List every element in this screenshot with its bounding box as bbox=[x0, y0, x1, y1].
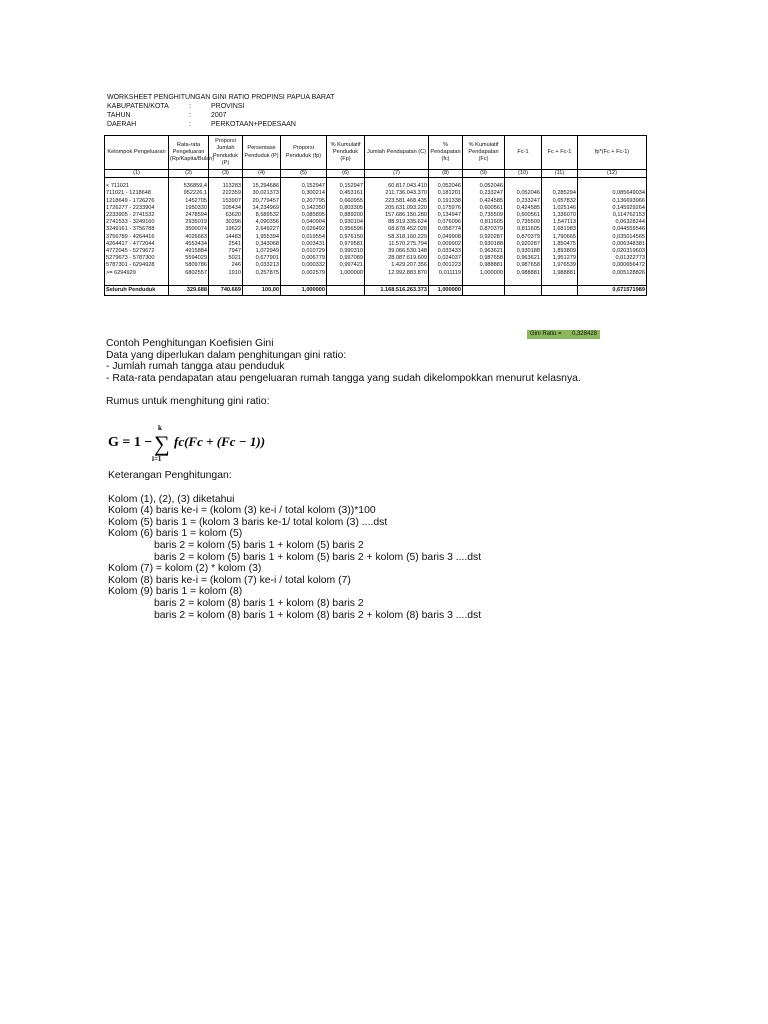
table-cell: 0,987658 bbox=[505, 262, 542, 269]
table-cell: 0,677901 bbox=[243, 255, 281, 262]
table-cell: 5021 bbox=[209, 255, 243, 262]
meta-value: 2007 bbox=[211, 112, 227, 119]
table-cell: 1,955394 bbox=[243, 234, 281, 241]
table-cell: 0,988881 bbox=[463, 262, 505, 269]
table-cell: 1,336070 bbox=[542, 212, 578, 219]
table-row bbox=[105, 241, 647, 248]
table-cell: 0,003431 bbox=[281, 241, 327, 248]
table-cell: 0,033433 bbox=[429, 248, 463, 255]
table-cell: 0,811605 bbox=[505, 226, 542, 233]
total-cell: 100,00 bbox=[243, 285, 281, 295]
table-cell: 0,002579 bbox=[281, 270, 327, 277]
keterangan-line: Kolom (6) baris 1 = kolom (5) bbox=[108, 528, 243, 540]
table-cell: 0,175976 bbox=[429, 205, 463, 212]
keterangan-line: Kolom (7) = kolom (2) * kolom (3) bbox=[108, 563, 262, 575]
table-total-row bbox=[105, 285, 647, 295]
table-cell: 0,114762153 bbox=[578, 212, 647, 219]
table-cell: 2,649227 bbox=[243, 226, 281, 233]
table-cell: 0,181201 bbox=[429, 190, 463, 197]
column-number: (6) bbox=[327, 170, 365, 178]
table-cell: 0,930188 bbox=[505, 248, 542, 255]
table-cell: 0,988881 bbox=[505, 270, 542, 277]
table-cell: 246 bbox=[209, 262, 243, 269]
table-cell: 0,011119 bbox=[429, 270, 463, 277]
gini-formula bbox=[108, 420, 278, 462]
table-cell: 5809786 bbox=[169, 262, 209, 269]
column-number: (11) bbox=[542, 170, 578, 178]
table-cell: 0,811605 bbox=[463, 219, 505, 226]
table-cell: < 711021 bbox=[105, 183, 169, 190]
total-cell: 0,671571989 bbox=[578, 285, 647, 295]
table-cell: 0,424585 bbox=[463, 198, 505, 205]
table-cell: 12.992.883.870 bbox=[365, 270, 429, 277]
meta-key: DAERAH bbox=[107, 121, 137, 128]
table-cell: 30296 bbox=[209, 219, 243, 226]
total-cell: 1.168.516.263.373 bbox=[365, 285, 429, 295]
table-cell: 0,300214 bbox=[281, 190, 327, 197]
table-cell: 1,893809 bbox=[542, 248, 578, 255]
table-cell: 1452705 bbox=[169, 198, 209, 205]
table-cell: 0,207795 bbox=[281, 198, 327, 205]
table-row bbox=[105, 212, 647, 219]
column-number: (10) bbox=[505, 170, 542, 178]
worksheet-title: WORKSHEET PENGHITUNGAN GINI RATIO PROPINSI PAPUA BARAT bbox=[107, 94, 335, 101]
table-cell: 0,930104 bbox=[327, 219, 365, 226]
table-cell: 0,019554 bbox=[281, 234, 327, 241]
table-cell: 0,044559546 bbox=[578, 226, 647, 233]
column-number: (12) bbox=[578, 170, 647, 178]
table-cell: 0,660955 bbox=[327, 198, 365, 205]
table-cell: 0,006348381 bbox=[578, 241, 647, 248]
column-header: Fc + Fc-1 bbox=[542, 136, 578, 170]
table-cell: 0,987658 bbox=[463, 255, 505, 262]
table-cell: 536859,4 bbox=[169, 183, 209, 190]
keterangan-line: Kolom (9) baris 1 = kolom (8) bbox=[108, 586, 243, 598]
table-cell: 14483 bbox=[209, 234, 243, 241]
keterangan-title: Keterangan Penghitungan: bbox=[108, 470, 232, 481]
table-cell: 0,049908 bbox=[429, 234, 463, 241]
table-cell: 63620 bbox=[209, 212, 243, 219]
table-cell: 0,010729 bbox=[281, 248, 327, 255]
column-header: fp*(Fc + Fc-1) bbox=[578, 136, 647, 170]
column-number: (1) bbox=[105, 170, 169, 178]
table-cell: 4026663 bbox=[169, 234, 209, 241]
table-cell: 11.570.275.794 bbox=[365, 241, 429, 248]
table-cell: 113283 bbox=[209, 183, 243, 190]
table-cell: 0,000332 bbox=[281, 262, 327, 269]
table-cell: 1,072949 bbox=[243, 248, 281, 255]
table-cell: 0,963621 bbox=[505, 255, 542, 262]
meta-value: PROVINSI bbox=[211, 103, 245, 110]
meta-row-kabupaten bbox=[107, 102, 334, 111]
table-cell: 4915884 bbox=[169, 248, 209, 255]
table-cell: 0,600561 bbox=[463, 205, 505, 212]
table-cell: 0,006779 bbox=[281, 255, 327, 262]
table-cell: 0,990310 bbox=[327, 248, 365, 255]
total-cell: 740.669 bbox=[209, 285, 243, 295]
table-cell: 4,090356 bbox=[243, 219, 281, 226]
table-cell: 0,035014565 bbox=[578, 234, 647, 241]
total-cell bbox=[505, 285, 542, 295]
worksheet-header bbox=[107, 93, 334, 129]
total-cell: 1,000000 bbox=[281, 285, 327, 295]
table-row bbox=[105, 270, 647, 277]
table-cell: 0,920287 bbox=[463, 234, 505, 241]
formula-rhs: fc(Fc + (Fc − 1)) bbox=[174, 434, 266, 449]
gini-worksheet-table bbox=[104, 135, 647, 296]
table-row bbox=[105, 226, 647, 233]
table-cell: 15,294686 bbox=[243, 183, 281, 190]
table-cell: 1910 bbox=[209, 270, 243, 277]
table-cell: 0,145929264 bbox=[578, 205, 647, 212]
table-cell: 1,976539 bbox=[542, 262, 578, 269]
table-cell: 3500074 bbox=[169, 226, 209, 233]
table-row bbox=[105, 183, 647, 190]
table-cell: 4264417 - 4772044 bbox=[105, 241, 169, 248]
table-cell: 1,988881 bbox=[542, 270, 578, 277]
table-cell: 0,997421 bbox=[327, 262, 365, 269]
keterangan-line: baris 2 = kolom (8) baris 1 + kolom (8) baris 2 bbox=[154, 597, 364, 609]
meta-value: PERKOTAAN+PEDESAAN bbox=[211, 121, 296, 128]
column-number: (9) bbox=[463, 170, 505, 178]
column-header: Persentase Penduduk (P) bbox=[243, 136, 281, 170]
table-cell: 0,033213 bbox=[243, 262, 281, 269]
keterangan-line: Kolom (8) baris ke-i = (kolom (7) ke-i / total kolom (7) bbox=[108, 574, 351, 586]
table-cell: 3249161 - 3756788 bbox=[105, 226, 169, 233]
gini-ratio-label: Gini Ratio = bbox=[530, 331, 562, 337]
table-cell: 0,963621 bbox=[463, 248, 505, 255]
table-cell: 153907 bbox=[209, 198, 243, 205]
notes-line: Data yang diperlukan dalam penghitungan gini ratio: bbox=[106, 349, 347, 361]
table-row bbox=[105, 262, 647, 269]
table-cell: 28.087.619.609 bbox=[365, 255, 429, 262]
table-cell: 2478594 bbox=[169, 212, 209, 219]
table-cell: 2233905 - 2741532 bbox=[105, 212, 169, 219]
table-cell: 1,000000 bbox=[463, 270, 505, 277]
column-number: (7) bbox=[365, 170, 429, 178]
formula-lhs: G = 1 − bbox=[108, 435, 153, 450]
table-cell: 0,956596 bbox=[327, 226, 365, 233]
gini-table-container bbox=[104, 135, 646, 296]
table-cell: 2741533 - 3249160 bbox=[105, 219, 169, 226]
table-row bbox=[105, 248, 647, 255]
table-cell: 4772045 - 5279672 bbox=[105, 248, 169, 255]
table-cell: 5594029 bbox=[169, 255, 209, 262]
table-cell: 0,024037 bbox=[429, 255, 463, 262]
keterangan-section bbox=[108, 470, 481, 621]
table-cell: 0,06328244 bbox=[578, 219, 647, 226]
table-row bbox=[105, 190, 647, 197]
table-cell: 0,136693966 bbox=[578, 198, 647, 205]
table-cell: 14,234969 bbox=[243, 205, 281, 212]
table-cell: 8,589532 bbox=[243, 212, 281, 219]
table-cell: 0,285294 bbox=[542, 190, 578, 197]
column-header: Proporsi Penduduk (fp) bbox=[281, 136, 327, 170]
formula-sum-top: k bbox=[158, 424, 162, 432]
table-cell: 1,790665 bbox=[542, 234, 578, 241]
total-cell: 1,000000 bbox=[429, 285, 463, 295]
table-cell: 39.066.530.148 bbox=[365, 248, 429, 255]
table-cell: 0,052046 bbox=[505, 190, 542, 197]
notes-line: - Rata-rata pendapatan atau pengeluaran rumah tangga yang sudah dikelompokkan menurut kelasnya. bbox=[106, 372, 581, 384]
table-cell: 19622 bbox=[209, 226, 243, 233]
table-cell: 0,870379 bbox=[505, 234, 542, 241]
table-cell: 0,020319603 bbox=[578, 248, 647, 255]
column-number-row bbox=[105, 170, 647, 178]
column-number: (4) bbox=[243, 170, 281, 178]
table-cell: 0,142350 bbox=[281, 205, 327, 212]
table-header-row bbox=[105, 136, 647, 170]
meta-sep: : bbox=[189, 103, 191, 110]
table-cell: 0,040904 bbox=[281, 219, 327, 226]
table-cell: 0,026492 bbox=[281, 226, 327, 233]
meta-key: TAHUN bbox=[107, 112, 131, 119]
table-cell: 205.631.093.220 bbox=[365, 205, 429, 212]
table-cell: 3756789 - 4264416 bbox=[105, 234, 169, 241]
table-cell: 30,021373 bbox=[243, 190, 281, 197]
table-cell: 0,152947 bbox=[281, 183, 327, 190]
table-cell: 0,233247 bbox=[463, 190, 505, 197]
table-cell: 1,000000 bbox=[327, 270, 365, 277]
table-cell: 952226,1 bbox=[169, 190, 209, 197]
keterangan-line: Kolom (4) baris ke-i = (kolom (3) ke-i / total kolom (3))*100 bbox=[108, 505, 376, 517]
table-cell: 0,735509 bbox=[505, 219, 542, 226]
meta-sep: : bbox=[189, 121, 191, 128]
table-row bbox=[105, 205, 647, 212]
table-cell: 0,930188 bbox=[463, 241, 505, 248]
table-cell: 0,453161 bbox=[327, 190, 365, 197]
keterangan-line: Kolom (5) baris 1 = (kolom 3 baris ke-1/ total kolom (3) ....dst bbox=[108, 516, 388, 528]
column-number: (2) bbox=[169, 170, 209, 178]
column-number: (3) bbox=[209, 170, 243, 178]
meta-row-daerah bbox=[107, 120, 334, 129]
table-cell: 0,976150 bbox=[327, 234, 365, 241]
gini-ratio-value: 0,328428 bbox=[571, 331, 597, 337]
table-cell: 222359 bbox=[209, 190, 243, 197]
table-gap-row bbox=[105, 277, 647, 286]
table-cell: 0,009902 bbox=[429, 241, 463, 248]
table-row bbox=[105, 234, 647, 241]
table-cell: 6802557 bbox=[169, 270, 209, 277]
meta-sep: : bbox=[189, 112, 191, 119]
table-row bbox=[105, 198, 647, 205]
table-cell: 68.678.452.028 bbox=[365, 226, 429, 233]
column-number: (5) bbox=[281, 170, 327, 178]
table-cell: 1,025146 bbox=[542, 205, 578, 212]
table-cell: 0,052046 bbox=[463, 183, 505, 190]
table-cell: >= 6294929 bbox=[105, 270, 169, 277]
table-cell: 711021 - 1218648 bbox=[105, 190, 169, 197]
table-cell: 0,889200 bbox=[327, 212, 365, 219]
table-cell: 0,997089 bbox=[327, 255, 365, 262]
table-cell: 0,803305 bbox=[327, 205, 365, 212]
table-cell: 0,233247 bbox=[505, 198, 542, 205]
table-row bbox=[105, 255, 647, 262]
table-cell: 0,600561 bbox=[505, 212, 542, 219]
table-cell: 211.736.043.370 bbox=[365, 190, 429, 197]
table-cell: 2935019 bbox=[169, 219, 209, 226]
column-number: (8) bbox=[429, 170, 463, 178]
table-cell: 0,005128826 bbox=[578, 270, 647, 277]
keterangan-line: baris 2 = kolom (5) baris 1 + kolom (5) baris 2 + kolom (5) baris 3 ....dst bbox=[154, 551, 482, 563]
table-body bbox=[105, 183, 647, 277]
formula-sum-bottom: i=1 bbox=[152, 455, 162, 462]
keterangan-line: Kolom (1), (2), (3) diketahui bbox=[108, 493, 235, 505]
table-cell: 0,735509 bbox=[463, 212, 505, 219]
table-cell: 1218649 - 1726276 bbox=[105, 198, 169, 205]
table-cell: 0,343068 bbox=[243, 241, 281, 248]
total-cell bbox=[542, 285, 578, 295]
table-cell bbox=[578, 183, 647, 190]
table-cell: 5787301 - 6294928 bbox=[105, 262, 169, 269]
table-cell: 60.817.043.410 bbox=[365, 183, 429, 190]
table-cell: 1726277 - 2233904 bbox=[105, 205, 169, 212]
column-header: Rata-rata Pengeluaran (Rp/Kapita/Bulan) bbox=[169, 136, 209, 170]
table-cell: 0,01322773 bbox=[578, 255, 647, 262]
table-row bbox=[105, 219, 647, 226]
table-cell: 0,152947 bbox=[327, 183, 365, 190]
table-cell: 2541 bbox=[209, 241, 243, 248]
table-cell: 4553434 bbox=[169, 241, 209, 248]
notes-section bbox=[106, 338, 581, 408]
table-cell: 0,000656472 bbox=[578, 262, 647, 269]
table-cell: 157.686.150.280 bbox=[365, 212, 429, 219]
column-header: Jumlah Pendapatan (C) bbox=[365, 136, 429, 170]
table-cell: 0,076096 bbox=[429, 219, 463, 226]
table-cell: 105434 bbox=[209, 205, 243, 212]
table-cell: 0,134947 bbox=[429, 212, 463, 219]
table-cell: 1950330 bbox=[169, 205, 209, 212]
table-cell: 58.318.160.229 bbox=[365, 234, 429, 241]
table-cell: 0,191338 bbox=[429, 198, 463, 205]
total-cell: Seluruh Penduduk bbox=[105, 285, 169, 295]
column-header: % Kumulatif Pendapatan (Fc) bbox=[463, 136, 505, 170]
notes-line: - Jumlah rumah tangga atau penduduk bbox=[106, 361, 285, 373]
notes-line: Rumus untuk menghitung gini ratio: bbox=[106, 396, 270, 408]
total-cell: 329.688 bbox=[169, 285, 209, 295]
table-cell: 0,870379 bbox=[463, 226, 505, 233]
table-cell: 0,052046 bbox=[429, 183, 463, 190]
keterangan-line: baris 2 = kolom (8) baris 1 + kolom (8) baris 2 + kolom (8) baris 3 ....dst bbox=[154, 609, 482, 621]
table-cell: 0,257875 bbox=[243, 270, 281, 277]
sum-symbol-icon: ∑ bbox=[154, 431, 170, 456]
table-cell bbox=[542, 183, 578, 190]
table-cell: 223.581.468.435 bbox=[365, 198, 429, 205]
table-cell: 0,979581 bbox=[327, 241, 365, 248]
table-cell: 0,085895 bbox=[281, 212, 327, 219]
table-cell bbox=[505, 183, 542, 190]
total-cell bbox=[327, 285, 365, 295]
column-header: Proporsi Jumlah Penduduk (P) bbox=[209, 136, 243, 170]
total-cell bbox=[463, 285, 505, 295]
keterangan-line: baris 2 = kolom (5) baris 1 + kolom (5) baris 2 bbox=[154, 539, 364, 551]
table-cell: 0,085649034 bbox=[578, 190, 647, 197]
table-cell: 0,920287 bbox=[505, 241, 542, 248]
table-cell: 1,547113 bbox=[542, 219, 578, 226]
column-header: % Pendapatan (fc) bbox=[429, 136, 463, 170]
table-cell: 0,058774 bbox=[429, 226, 463, 233]
column-header: Fc-1 bbox=[505, 136, 542, 170]
table-cell: 7947 bbox=[209, 248, 243, 255]
table-cell: 1,850475 bbox=[542, 241, 578, 248]
table-cell: 0,657832 bbox=[542, 198, 578, 205]
table-cell: 1.429.207.356 bbox=[365, 262, 429, 269]
column-header: Kelompok Pengeluaran bbox=[105, 136, 169, 170]
table-cell: 20,779457 bbox=[243, 198, 281, 205]
table-cell: 0,001223 bbox=[429, 262, 463, 269]
table-cell: 1,951279 bbox=[542, 255, 578, 262]
table-cell: 0,424585 bbox=[505, 205, 542, 212]
table-cell: 88.919.335.624 bbox=[365, 219, 429, 226]
column-header: % Kumulatif Penduduk (Fp) bbox=[327, 136, 365, 170]
table-cell: 5279673 - 5787300 bbox=[105, 255, 169, 262]
table-cell: 1,681983 bbox=[542, 226, 578, 233]
meta-row-tahun bbox=[107, 111, 334, 120]
notes-title: Contoh Penghitungan Koefisien Gini bbox=[106, 338, 274, 349]
meta-key: KABUPATEN/KOTA bbox=[107, 103, 169, 110]
